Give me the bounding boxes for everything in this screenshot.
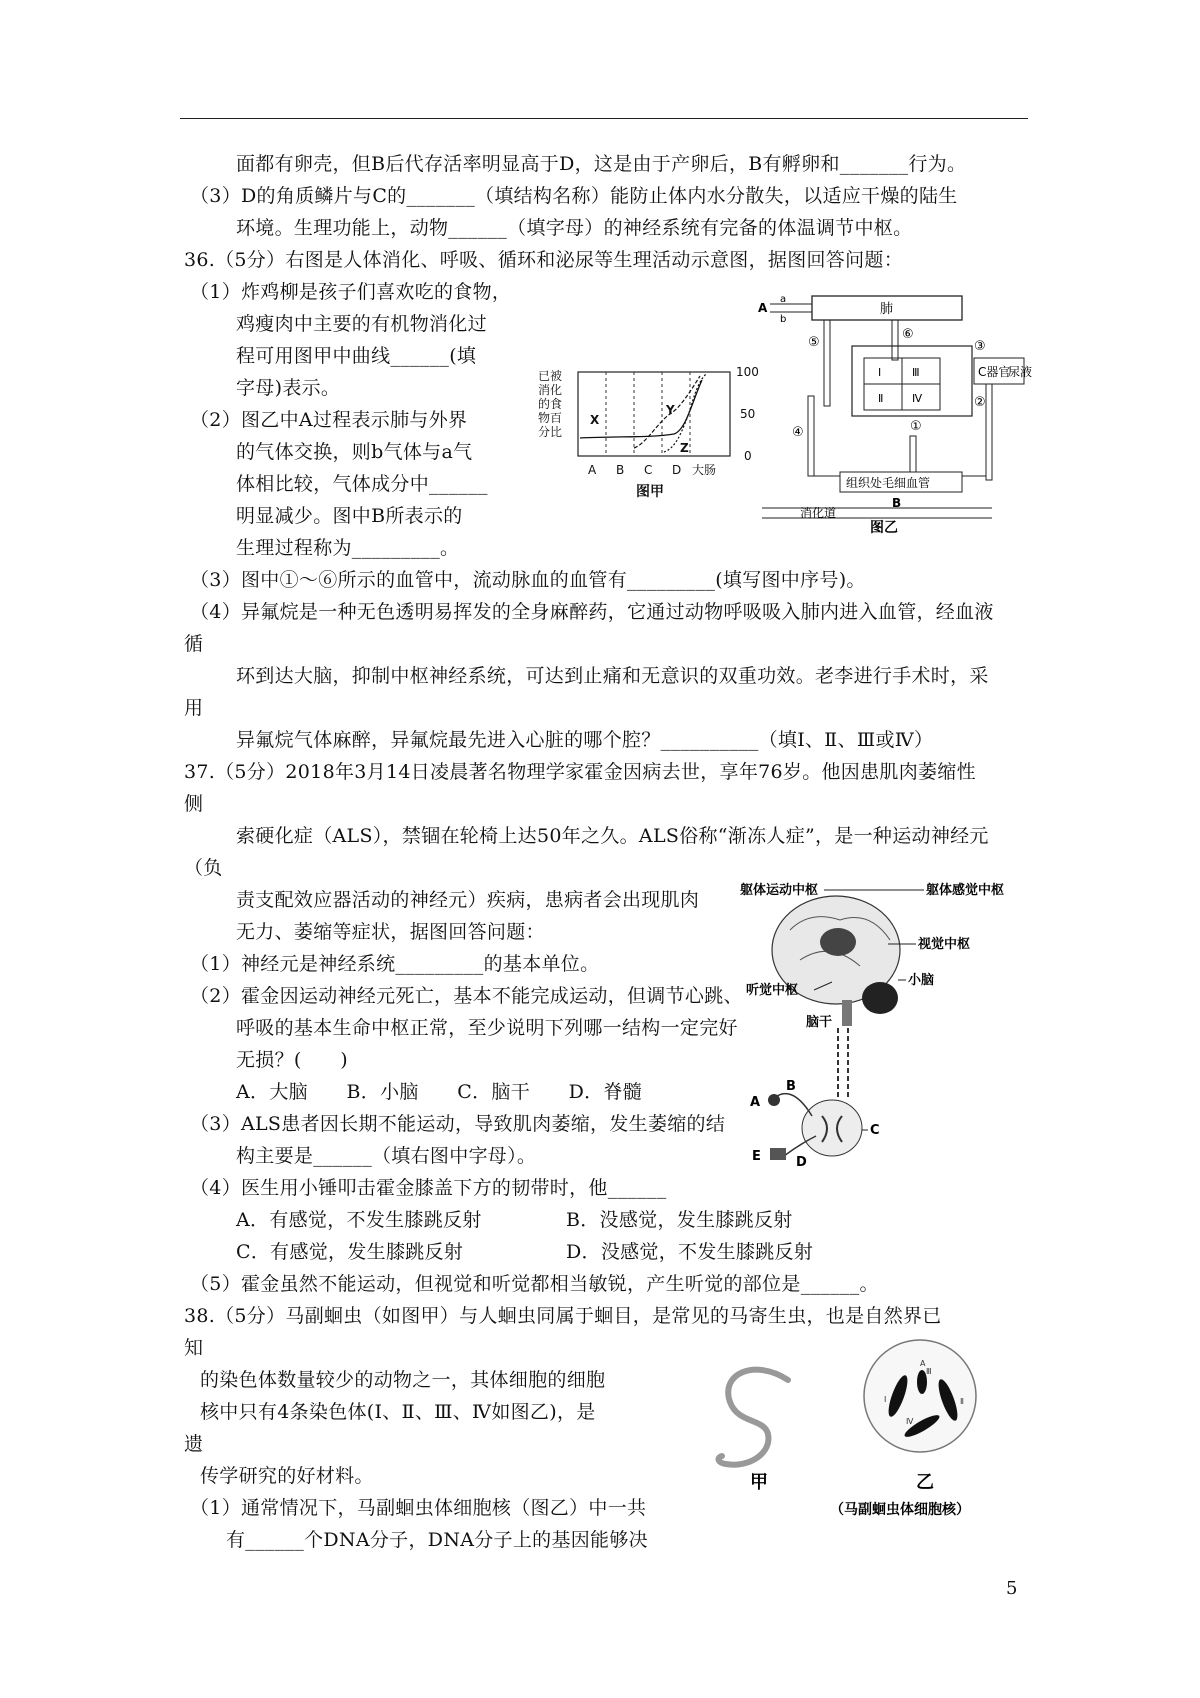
option-a: A．有感觉，不发生膝跳反射 xyxy=(236,1209,482,1231)
curve-label-x: X xyxy=(590,413,600,427)
y-tick: 100 xyxy=(736,365,759,379)
x-tick: D xyxy=(672,463,682,477)
ylabel-line: 已被 xyxy=(538,369,563,383)
text-line: 构主要是______（填右图中字母）。 xyxy=(236,1145,537,1167)
label-a: A xyxy=(750,1095,761,1110)
y-tick: 0 xyxy=(744,449,752,463)
text-line: （3）D的角质鳞片与C的_______（填结构名称）能防止体内水分散失，以适应干燥的陆生 xyxy=(190,185,958,207)
question-37-title: 37.（5分）2018年3月14日凌晨著名物理学家霍金因病去世，享年76岁。他因患肌肉萎缩性 xyxy=(184,761,976,783)
text-line: 用 xyxy=(184,697,204,719)
x-tick: B xyxy=(616,463,625,477)
text-line: 鸡瘦肉中主要的有机物消化过 xyxy=(236,313,487,335)
text-line: 的气体交换，则b气体与a气 xyxy=(236,441,473,463)
label-b-process: B xyxy=(892,496,902,510)
label-brainstem: 脑干 xyxy=(806,1015,833,1030)
question-36-title: 36.（5分）右图是人体消化、呼吸、循环和泌尿等生理活动示意图，据图回答问题： xyxy=(184,249,904,271)
text-line: 索硬化症（ALS），禁锢在轮椅上达50年之久。ALS俗称“渐冻人症”，是一种运动神经元 xyxy=(236,825,989,847)
chromo-label-2: Ⅱ xyxy=(960,1397,964,1406)
text-line: 体相比较，气体成分中______ xyxy=(236,473,488,495)
text-line: 呼吸的基本生命中枢正常，至少说明下列哪一结构一定完好 xyxy=(236,1017,738,1039)
text-line: 侧 xyxy=(184,793,204,815)
ylabel-line: 物百 xyxy=(538,411,563,425)
text-line: （3）ALS患者因长期不能运动，导致肌肉萎缩，发生萎缩的结 xyxy=(190,1113,726,1135)
label-3: ③ xyxy=(974,339,986,354)
label-jia: 甲 xyxy=(750,1472,768,1493)
figure-jia-digestion-chart xyxy=(530,352,770,502)
brainstem-shape xyxy=(842,1000,852,1026)
text-line: 传学研究的好材料。 xyxy=(200,1465,374,1487)
label-b: B xyxy=(786,1079,796,1094)
text-line: （1）炸鸡柳是孩子们喜欢吃的食物， xyxy=(190,281,512,303)
spinal-cord-section xyxy=(802,1100,862,1156)
text-line: 生理过程称为_________。 xyxy=(236,537,460,559)
text-line: 循 xyxy=(184,633,204,655)
text-line: 无损？( ) xyxy=(236,1049,348,1071)
x-tick: A xyxy=(588,463,597,477)
roundworm-shape xyxy=(719,1370,788,1465)
chromo-label-4: Ⅳ xyxy=(906,1417,914,1426)
curve-label-y: Y xyxy=(666,403,675,417)
label-6: ⑥ xyxy=(902,327,914,342)
chamber-2: Ⅱ xyxy=(878,392,884,405)
label-cerebellum: 小脑 xyxy=(908,973,935,988)
text-line: 明显减少。图中B所表示的 xyxy=(236,505,463,527)
cerebellum-shape xyxy=(862,982,898,1014)
page-number: 5 xyxy=(1006,1578,1018,1599)
label-gas-a: a xyxy=(780,294,787,305)
text-line: 知 xyxy=(184,1337,204,1359)
text-line: 责支配效应器活动的神经元）疾病，患病者会出现肌肉 xyxy=(236,889,700,911)
ylabel-line: 分比 xyxy=(538,425,563,439)
label-c: C xyxy=(870,1123,880,1138)
chamber-3: Ⅲ xyxy=(912,366,920,379)
tract-label: 消化道 xyxy=(800,506,837,520)
text-line: 程可用图甲中曲线______(填 xyxy=(236,345,477,367)
worm-caption: （马副蛔虫体细胞核） xyxy=(830,1502,970,1518)
label-2: ② xyxy=(974,395,986,410)
nucleus-circle xyxy=(864,1340,976,1452)
label-a-process: A xyxy=(758,301,768,315)
text-line: 异氟烷气体麻醉，异氟烷最先进入心脏的哪个腔？__________（填Ⅰ、Ⅱ、Ⅲ或Ⅳ） xyxy=(236,729,934,751)
circuit-frame xyxy=(852,346,972,416)
figure-jia-caption: 图甲 xyxy=(636,484,664,500)
text-line: （5）霍金虽然不能运动，但视觉和听觉都相当敏锐，产生听觉的部位是______。 xyxy=(190,1273,879,1295)
label-sensory-center: 躯体感觉中枢 xyxy=(926,883,1005,898)
option-b: B．没感觉，发生膝跳反射 xyxy=(566,1209,793,1231)
option-c: C．有感觉，发生膝跳反射 xyxy=(236,1241,464,1263)
text-line: 面都有卵壳，但B后代存活率明显高于D，这是由于产卵后，B有孵卵和_______行为。 xyxy=(236,153,967,175)
vessel-4 xyxy=(808,396,814,476)
question-38-title: 38.（5分）马副蛔虫（如图甲）与人蛔虫同属于蛔目，是常见的马寄生虫，也是自然界已 xyxy=(184,1305,942,1327)
text-line: 有______个DNA分子，DNA分子上的基因能够决 xyxy=(226,1529,648,1551)
label-visual-center: 视觉中枢 xyxy=(918,937,971,952)
chromo-label-3: Ⅲ xyxy=(926,1367,932,1376)
label-motor-center: 躯体运动中枢 xyxy=(740,883,819,898)
vessel-1 xyxy=(910,436,916,476)
label-gas-b: b xyxy=(780,314,787,325)
text-line: （3）图中①～⑥所示的血管中，流动脉血的血管有_________(填写图中序号)。 xyxy=(190,569,866,591)
curve-x xyxy=(580,380,702,438)
text-line: （4）异氟烷是一种无色透明易挥发的全身麻醉药，它通过动物呼吸吸入肺内进入血管，经血液 xyxy=(190,601,994,623)
capillary-label: 组织处毛细血管 xyxy=(846,476,931,490)
text-line: 环到达大脑，抑制中枢神经系统，可达到止痛和无意识的双重功效。老李进行手术时，采 xyxy=(236,665,989,687)
text-line: （1）通常情况下，马副蛔虫体细胞核（图乙）中一共 xyxy=(190,1497,647,1519)
vessel-2 xyxy=(986,384,992,480)
chamber-4: Ⅳ xyxy=(912,392,923,405)
urine-label: 尿液 xyxy=(1008,365,1033,379)
ylabel-line: 的食 xyxy=(538,397,563,411)
receptor-shape xyxy=(768,1094,780,1106)
y-tick: 50 xyxy=(740,407,756,421)
text-line: （1）神经元是神经系统_________的基本单位。 xyxy=(190,953,600,975)
text-line: 核中只有4条染色体(Ⅰ、Ⅱ、Ⅲ、Ⅳ如图乙)，是 xyxy=(200,1401,596,1423)
text-line: （2）霍金因运动神经元死亡，基本不能完成运动，但调节心跳、 xyxy=(190,985,743,1007)
figure-yi-circulation-diagram xyxy=(752,292,1033,536)
text-line: 的染色体数量较少的动物之一，其体细胞的细胞 xyxy=(200,1369,606,1391)
figure-brain-reflex-arc xyxy=(740,880,1040,1172)
label-auditory-center: 听觉中枢 xyxy=(746,983,799,998)
organ-c-label: C器官 xyxy=(978,365,1011,379)
options-line: A．大脑 B．小脑 C．脑干 D．脊髓 xyxy=(236,1081,643,1103)
text-line: （2）图乙中A过程表示肺与外界 xyxy=(190,409,468,431)
x-tick: 大肠 xyxy=(692,463,717,477)
label-4: ④ xyxy=(792,425,804,440)
text-line: 环境。生理功能上，动物______（填字母）的神经系统有完备的体温调节中枢。 xyxy=(236,217,913,239)
plot-frame xyxy=(578,372,730,456)
header-rule xyxy=(180,118,1028,119)
label-5: ⑤ xyxy=(808,335,820,350)
text-line: 无力、萎缩等症状，据图回答问题： xyxy=(236,921,545,943)
chromo-label-a: A xyxy=(920,1359,926,1368)
label-1: ① xyxy=(910,419,922,434)
text-line: （4）医生用小锤叩击霍金膝盖下方的韧带时，他______ xyxy=(190,1177,667,1199)
text-line: 字母)表示。 xyxy=(236,377,341,399)
text-line: （负 xyxy=(184,857,223,879)
option-d: D．没感觉，不发生膝跳反射 xyxy=(566,1241,814,1263)
lung-label: 肺 xyxy=(880,302,894,317)
brain-inner-shape xyxy=(820,928,856,956)
curve-label-z: Z xyxy=(680,441,689,455)
vessel-6 xyxy=(892,320,898,360)
effector-shape xyxy=(770,1148,786,1160)
label-e: E xyxy=(752,1149,761,1164)
label-d: D xyxy=(796,1155,807,1170)
ylabel-line: 消化 xyxy=(538,383,563,397)
label-yi: 乙 xyxy=(916,1472,934,1493)
figure-yi-caption: 图乙 xyxy=(870,520,898,536)
chamber-1: Ⅰ xyxy=(878,366,882,379)
figure-roundworm xyxy=(708,1344,1028,1524)
x-tick: C xyxy=(644,463,653,477)
chromo-label-1: Ⅰ xyxy=(884,1395,887,1404)
text-line: 遗 xyxy=(184,1433,204,1455)
vessel-5 xyxy=(824,320,830,406)
